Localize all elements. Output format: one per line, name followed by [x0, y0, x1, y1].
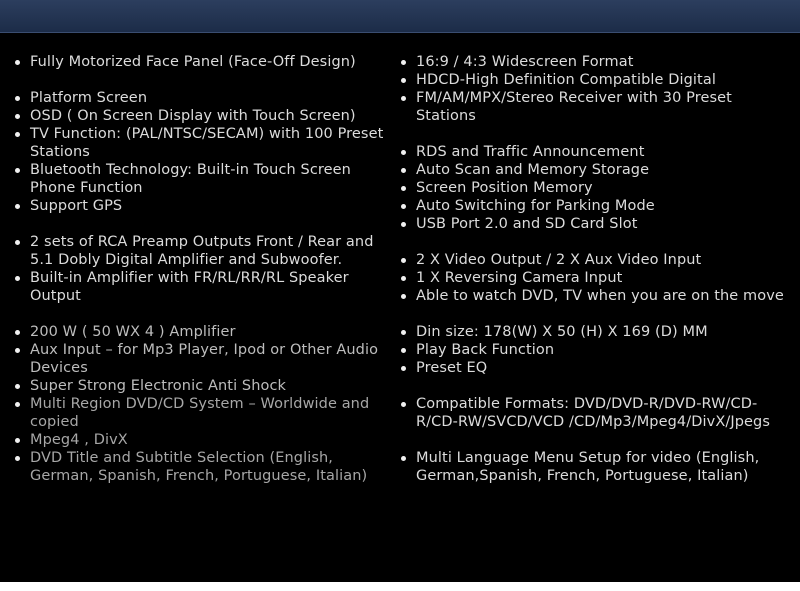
list-item: Multi Region DVD/CD System – Worldwide and copied — [14, 395, 384, 431]
list-item: Auto Switching for Parking Mode — [400, 197, 792, 215]
list-item: 16:9 / 4:3 Widescreen Format — [400, 53, 792, 71]
list-item: FM/AM/MPX/Stereo Receiver with 30 Preset Stations — [400, 89, 792, 125]
list-item: Compatible Formats: DVD/DVD-R/DVD-RW/CD-R/CD-RW/SVCD/VCD /CD/Mp3/Mpeg4/DivX/Jpegs — [400, 395, 792, 431]
list-item: Play Back Function — [400, 341, 792, 359]
list-item: 1 X Reversing Camera Input — [400, 269, 792, 287]
list-item: Mpeg4 , DivX — [14, 431, 384, 449]
list-item: Able to watch DVD, TV when you are on the move — [400, 287, 792, 305]
list-item: USB Port 2.0 and SD Card Slot — [400, 215, 792, 233]
list-item: Super Strong Electronic Anti Shock — [14, 377, 384, 395]
list-item: Bluetooth Technology: Built-in Touch Screen Phone Function — [14, 161, 384, 197]
footer-bar — [0, 582, 800, 591]
list-item: Fully Motorized Face Panel (Face-Off Design) — [14, 53, 384, 71]
right-feature-column — [400, 53, 792, 485]
left-feature-column — [14, 53, 384, 485]
list-item: 2 X Video Output / 2 X Aux Video Input — [400, 251, 792, 269]
list-item: RDS and Traffic Announcement — [400, 143, 792, 161]
list-item: DVD Title and Subtitle Selection (English, German, Spanish, French, Portuguese, Italian) — [14, 449, 384, 485]
list-item: Screen Position Memory — [400, 179, 792, 197]
list-item: Auto Scan and Memory Storage — [400, 161, 792, 179]
list-item: Aux Input – for Mp3 Player, Ipod or Other Audio Devices — [14, 341, 384, 377]
list-item: Platform Screen — [14, 89, 384, 107]
header-bar — [0, 0, 800, 33]
list-item: Din size: 178(W) X 50 (H) X 169 (D) MM — [400, 323, 792, 341]
right-feature-list — [400, 53, 792, 485]
list-item: HDCD-High Definition Compatible Digital — [400, 71, 792, 89]
list-item: 200 W ( 50 WX 4 ) Amplifier — [14, 323, 384, 341]
list-item: TV Function: (PAL/NTSC/SECAM) with 100 Preset Stations — [14, 125, 384, 161]
left-feature-list — [14, 53, 384, 485]
list-item: 2 sets of RCA Preamp Outputs Front / Rear and 5.1 Dobly Digital Amplifier and Subwoofer. — [14, 233, 384, 269]
list-item: Built-in Amplifier with FR/RL/RR/RL Speaker Output — [14, 269, 384, 305]
list-item: Multi Language Menu Setup for video (English, German,Spanish, French, Portuguese, Italian) — [400, 449, 792, 485]
list-item: OSD ( On Screen Display with Touch Screen) — [14, 107, 384, 125]
list-item: Support GPS — [14, 197, 384, 215]
list-item: Preset EQ — [400, 359, 792, 377]
